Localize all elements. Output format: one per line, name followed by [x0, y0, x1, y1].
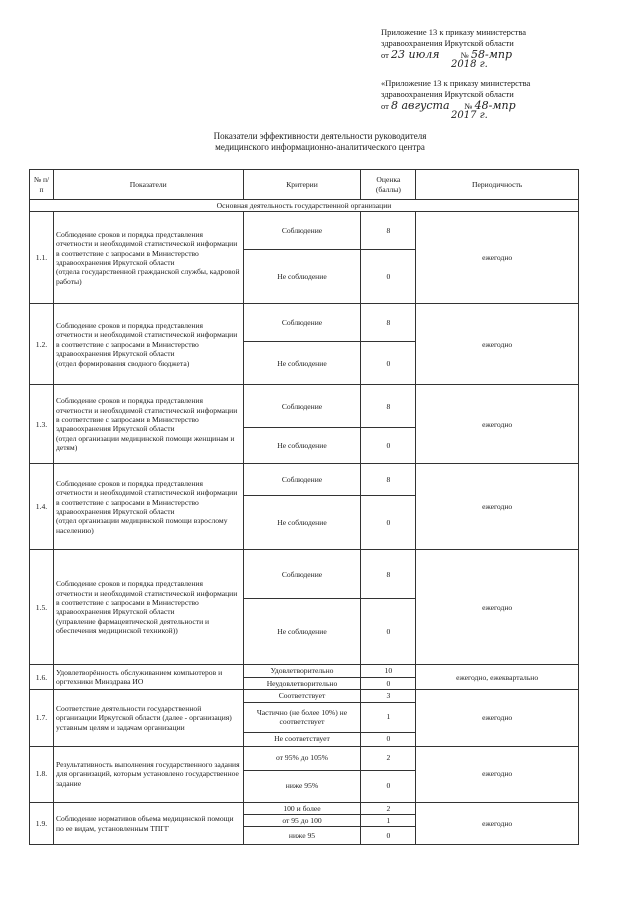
header-period: Периодичность — [416, 170, 579, 200]
handwritten-year-2: 2017 г. — [451, 110, 488, 121]
score-cell: 0 — [361, 827, 416, 845]
indicator-cell — [53, 304, 243, 385]
table-row — [30, 464, 579, 496]
period-cell: ежегодно, ежеквартально — [416, 665, 579, 690]
criterion-cell: Не соответствует — [243, 732, 361, 746]
score-cell: 0 — [361, 250, 416, 304]
handwritten-number: 58-мпр — [471, 48, 513, 61]
criterion-cell: Соблюдение — [243, 464, 361, 496]
order-header — [381, 27, 631, 123]
header-num: № п/п — [30, 170, 54, 200]
header-line-1: Приложение 13 к приказу министерства — [381, 27, 526, 37]
score-cell: 8 — [361, 212, 416, 250]
criterion-cell: Не соблюдение — [243, 342, 361, 385]
header-line-2: здравоохранения Иркутской области — [381, 38, 514, 48]
period-cell: ежегодно — [416, 464, 579, 550]
table-row — [30, 385, 579, 428]
indicator-cell — [53, 385, 243, 464]
criterion-cell: от 95 до 100 — [243, 815, 361, 827]
indicator-cell — [53, 802, 243, 845]
criterion-cell: Удовлетворительно — [243, 665, 361, 677]
indicator-cell — [53, 550, 243, 665]
criterion-cell: Не соблюдение — [243, 599, 361, 665]
period-cell: ежегодно — [416, 746, 579, 802]
header-indicators: Показатели — [53, 170, 243, 200]
score-cell: 0 — [361, 342, 416, 385]
department-text: (отдел формирования сводного бюджета) — [55, 358, 190, 368]
table-row — [30, 802, 579, 814]
indicator-text: Соблюдение сроков и порядка представления отчетности и необходимой статистической информации в соответствие с запросами в Министерство здравоохранения Иркутской области — [55, 396, 238, 434]
score-cell: 0 — [361, 677, 416, 689]
criterion-cell: ниже 95% — [243, 770, 361, 802]
row-number: 1.6. — [30, 665, 54, 690]
period-cell: ежегодно — [416, 690, 579, 746]
score-cell: 2 — [361, 746, 416, 770]
score-cell: 1 — [361, 702, 416, 732]
score-cell: 0 — [361, 496, 416, 550]
table-row — [30, 304, 579, 342]
criterion-cell: Соответствует — [243, 690, 361, 702]
criterion-cell: от 95% до 105% — [243, 746, 361, 770]
score-cell: 10 — [361, 665, 416, 677]
row-number: 1.4. — [30, 464, 54, 550]
department-text: (управление фармацевтической деятельности и обеспечения медицинской техникой)) — [55, 616, 210, 636]
score-cell: 0 — [361, 599, 416, 665]
criterion-cell: ниже 95 — [243, 827, 361, 845]
row-number: 1.1. — [30, 212, 54, 304]
handwritten-year: 2018 г. — [451, 59, 488, 70]
criterion-cell: Не соблюдение — [243, 250, 361, 304]
criterion-cell: 100 и более — [243, 802, 361, 814]
row-number: 1.5. — [30, 550, 54, 665]
department-text: (отдела государственной гражданской службы, кадровой работы) — [55, 267, 240, 286]
header-line-5: здравоохранения Иркутской области — [381, 89, 514, 99]
criterion-cell: Частично (не более 10%) не соответствует — [243, 702, 361, 732]
indicator-text: Соблюдение сроков и порядка представления отчетности и необходимой статистической информации в соответствие с запросами в Министерство здравоохранения Иркутской области — [55, 478, 238, 516]
score-cell: 8 — [361, 464, 416, 496]
handwritten-date: 23 июля — [390, 48, 440, 61]
indicator-text: Соблюдение нормативов объема медицинской помощи по ее видам, установленным ТПГГ — [55, 814, 234, 833]
indicator-text: Соблюдение сроков и порядка представления отчетности и необходимой статистической информации в соответствие с запросами в Министерство здравоохранения Иркутской области — [55, 579, 238, 617]
criterion-cell: Не соблюдение — [243, 428, 361, 464]
period-cell: ежегодно — [416, 304, 579, 385]
department-text: (отдел организации медицинской помощи женщинам и детям) — [55, 433, 235, 453]
indicator-cell — [53, 690, 243, 746]
period-cell: ежегодно — [416, 550, 579, 665]
indicator-text: Соответствие деятельности государственной организации Иркутской области (далее - организация) уставным целям и задачам организации — [55, 703, 232, 732]
score-cell: 0 — [361, 732, 416, 746]
table-row — [30, 690, 579, 702]
row-number: 1.8. — [30, 746, 54, 802]
score-cell: 8 — [361, 385, 416, 428]
section-title: Основная деятельность государственной организации — [30, 200, 579, 212]
header-line-6: от 8 августа № 48-мпр — [381, 99, 516, 112]
indicator-cell — [53, 464, 243, 550]
handwritten-date-2: 8 августа — [390, 99, 450, 112]
criterion-cell: Не соблюдение — [243, 496, 361, 550]
score-cell: 3 — [361, 690, 416, 702]
criterion-cell: Неудовлетворительно — [243, 677, 361, 689]
header-criteria: Критерии — [243, 170, 361, 200]
table-row — [30, 550, 579, 599]
header-score: Оценка (баллы) — [361, 170, 416, 200]
indicator-cell — [53, 746, 243, 802]
score-cell: 1 — [361, 815, 416, 827]
header-line-3: от 23 июля № 58-мпр — [381, 48, 513, 61]
handwritten-number-2: 48-мпр — [474, 99, 516, 112]
row-number: 1.3. — [30, 385, 54, 464]
score-cell: 0 — [361, 428, 416, 464]
row-number: 1.9. — [30, 802, 54, 845]
indicator-text: Удовлетворённость обслуживанием компьютеров и оргтехники Минздрава ИО — [55, 667, 223, 687]
score-cell: 2 — [361, 802, 416, 814]
indicator-text: Соблюдение сроков и порядка представления отчетности и необходимой статистической информации в соответствие с запросами в Министерство здравоохранения Иркутской области — [55, 320, 238, 359]
score-cell: 8 — [361, 304, 416, 342]
score-cell: 0 — [361, 770, 416, 802]
table-row — [30, 665, 579, 677]
row-number: 1.7. — [30, 690, 54, 746]
document-title — [0, 131, 640, 153]
indicator-cell — [53, 212, 243, 304]
title-line-2: медицинского информационно-аналитического центра — [215, 142, 425, 152]
department-text: (отдел организации медицинской помощи взрослому населению) — [55, 516, 228, 535]
period-cell: ежегодно — [416, 385, 579, 464]
period-cell: ежегодно — [416, 802, 579, 845]
criterion-cell: Соблюдение — [243, 385, 361, 428]
indicators-table — [29, 169, 579, 845]
table-row — [30, 746, 579, 770]
score-cell: 8 — [361, 550, 416, 599]
header-line-4: «Приложение 13 к приказу министерства — [381, 78, 531, 88]
title-line-1: Показатели эффективности деятельности руководителя — [213, 131, 427, 141]
criterion-cell: Соблюдение — [243, 304, 361, 342]
indicator-text: Соблюдение сроков и порядка представления отчетности и необходимой статистической информации в соответствие с запросами в Министерство здравоохранения Иркутской области — [55, 229, 238, 267]
period-cell: ежегодно — [416, 212, 579, 304]
table-row — [30, 212, 579, 250]
criterion-cell: Соблюдение — [243, 550, 361, 599]
row-number: 1.2. — [30, 304, 54, 385]
indicator-text: Результативность выполнения государственного задания для организаций, которым установлено государственное задание — [55, 760, 240, 788]
criterion-cell: Соблюдение — [243, 212, 361, 250]
indicator-cell — [53, 665, 243, 690]
